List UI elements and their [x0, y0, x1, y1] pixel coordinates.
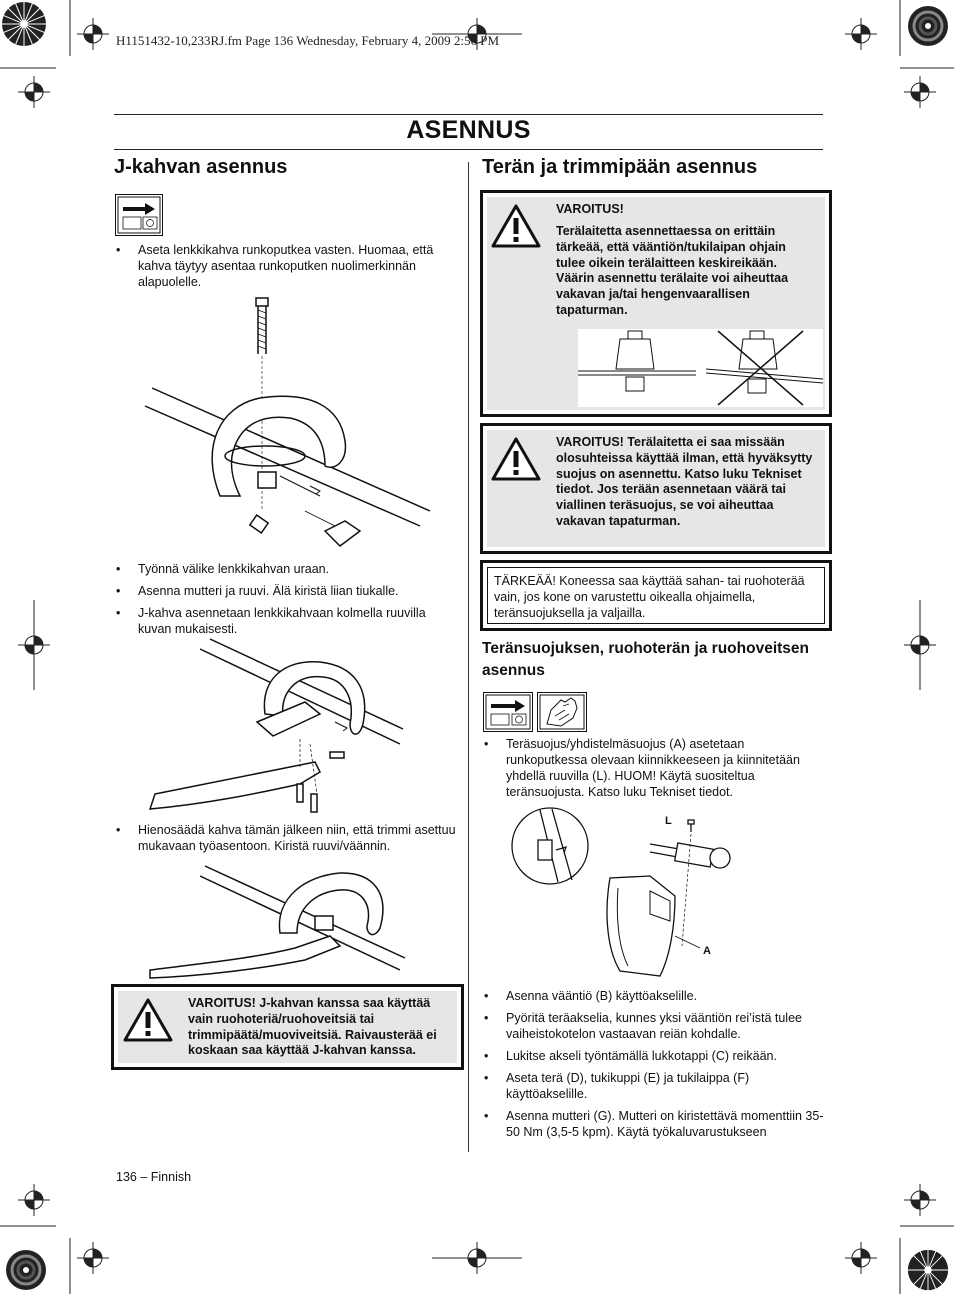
left-section-heading: J-kahvan asennus: [114, 156, 288, 178]
page-title: ASENNUS: [406, 116, 531, 144]
right-subheading: Teränsuojuksen, ruohoterän ja ruohoveitsen asennus: [482, 640, 809, 679]
column-divider: [468, 162, 469, 1152]
list-item: • Lukitse akseli työntämällä lukkotappi (C) reikään.: [482, 1048, 827, 1064]
assembled-handle-figure: [145, 858, 410, 983]
right-bullets-1: [482, 736, 827, 806]
warning-triangle-icon: [490, 436, 542, 482]
warning-1-body: Terälaitetta asennettaessa on erittäin tärkeää, että vääntiön/tukilaipan ohjain tulee oikein terälaitteen keskireikään. Väärin asennettu terälaite voi aiheuttaa vakavan ja/tai hengenvaarallisen tapaturman.: [556, 224, 789, 317]
left-warning-box: [111, 984, 464, 1070]
page-footer: 136 – Finnish: [116, 1170, 192, 1184]
left-bullets-1: [114, 242, 454, 296]
right-section-heading: Terän ja trimmipään asennus: [482, 156, 758, 178]
warning-triangle-icon: [122, 997, 174, 1043]
list-item: • Aseta lenkkikahva runkoputkea vasten. Huomaa, että kahva täytyy asentaa runkoputken nuolimerkinnän alapuolelle.: [114, 242, 454, 290]
blade-mounting-figure: [578, 329, 823, 407]
list-item: • Pyöritä teräakselia, kunnes yksi vääntiön rei’istä tulee vaiheistokotelon vastaavan reiän kohdalle.: [482, 1010, 827, 1042]
glove-icon: [537, 692, 587, 732]
warning-1-title: VAROITUS!: [556, 202, 624, 216]
manual-arrow-icon: [115, 194, 163, 236]
file-header: H1151432-10,233RJ.fm Page 136 Wednesday, February 4, 2009 2:56 PM: [116, 33, 500, 48]
left-warning-text: VAROITUS! J-kahvan kanssa saa käyttää vain ruohoteriä/ruohoveitsiä tai trimmipäätä/muoviveitsiä. Raivausterää ei koskaan saa käyttää J-kahvan kanssa.: [188, 996, 437, 1058]
j-handle-figure: [145, 644, 405, 819]
list-item: • Asenna mutteri ja ruuvi. Älä kiristä liian tiukalle.: [114, 583, 454, 599]
list-item: • Aseta terä (D), tukikuppi (E) ja tukilaippa (F) käyttöakselille.: [482, 1070, 827, 1102]
left-bullets-3: [114, 822, 459, 860]
list-item: • Hienosäädä kahva tämän jälkeen niin, että trimmi asettuu mukavaan työasentoon. Kiristä ruuvi/väännin.: [114, 822, 459, 854]
list-item: • Työnnä välike lenkkikahvan uraan.: [114, 561, 454, 577]
warning-triangle-icon: [490, 203, 542, 249]
right-warning-box-2: [480, 423, 832, 554]
list-item: • Asenna vääntiö (B) käyttöakselille.: [482, 988, 827, 1004]
label-L: L: [665, 815, 672, 827]
list-item: • Asenna mutteri (G). Mutteri on kiristettävä momenttiin 35-50 Nm (3,5-5 kpm). Käytä työkaluvarustukseen: [482, 1108, 827, 1140]
title-rule-bottom: [114, 149, 823, 150]
right-warning-box-1: [480, 190, 832, 417]
list-item: • Teräsuojus/yhdistelmäsuojus (A) asetetaan runkoputkessa olevaan kiinnikkeeseen ja kiinnitetään yhdellä ruuvilla (L). HUOM! Käytä suositeltua teränsuojusta. Katso luku Tekniset tiedot.: [482, 736, 827, 800]
guard-mounting-figure: [510, 806, 770, 981]
manual-arrow-icon: [483, 692, 533, 732]
important-note-text: TÄRKEÄÄ! Koneessa saa käyttää sahan- tai ruohoterää vain, jos kone on varustettu oikealla ohjaimella, teränsuojuksella ja valjailla.: [487, 567, 825, 624]
list-item: • J-kahva asennetaan lenkkikahvaan kolmella ruuvilla kuvan mukaisesti.: [114, 605, 454, 637]
label-A: A: [703, 945, 711, 957]
warning-2-text: VAROITUS! Terälaitetta ei saa missään olosuhteissa käyttää ilman, että hyväksytty suojus on asennettu. Katso luku Tekniset tiedot. Jos terään asennetaan väärä tai viallinen teräsuojus, se voi aiheuttaa vakavan tapaturman.: [556, 435, 813, 528]
important-note-box: [480, 560, 832, 631]
loop-handle-figure: [140, 296, 440, 556]
title-rule-top: [114, 114, 823, 115]
right-bullets-2: [482, 988, 827, 1146]
left-bullets-2: [114, 561, 454, 643]
